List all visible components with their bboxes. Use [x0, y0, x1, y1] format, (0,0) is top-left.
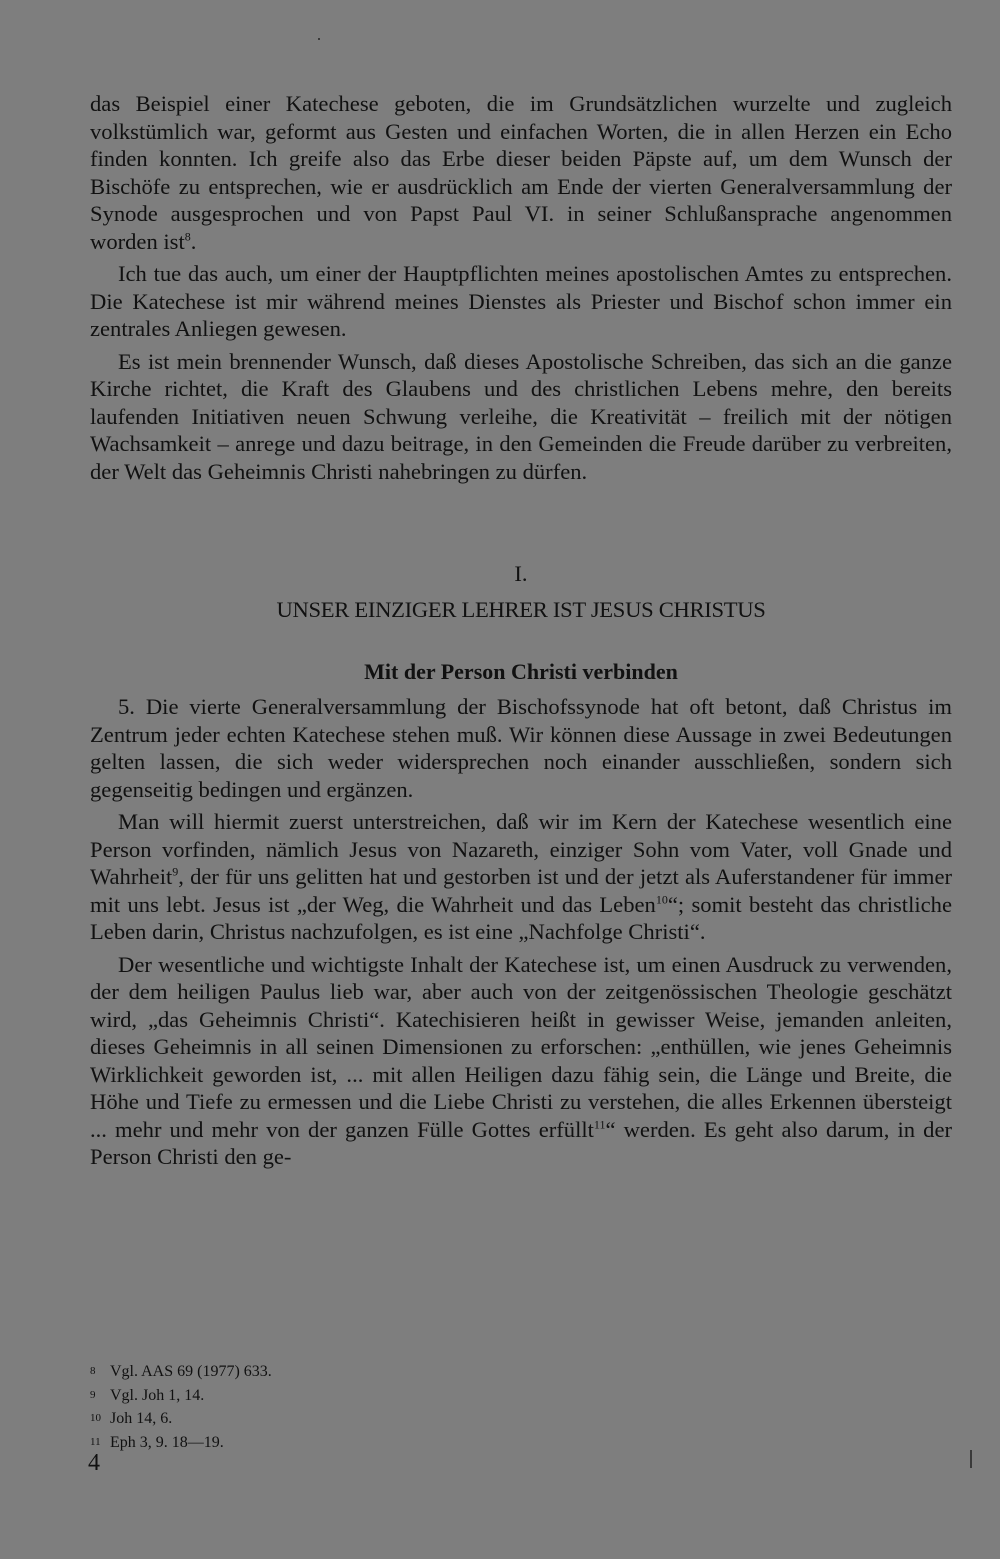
footnote-ref: 9: [172, 864, 179, 879]
paragraph: Ich tue das auch, um einer der Hauptpflichten meines apostolischen Amtes zu entsprechen. Die Katechese ist mir während meines Dienstes als Priester und Bischof schon immer ein zentrales Anliegen gewesen.: [90, 261, 952, 341]
footnotes: [90, 1360, 272, 1454]
footnote: 9 Vgl. Joh 1, 14.: [90, 1386, 205, 1404]
footnote: 11 Eph 3, 9. 18—19.: [90, 1433, 224, 1451]
footnote-ref: 11: [593, 1116, 606, 1131]
scan-mark: [970, 1450, 972, 1468]
footnote: 8 Vgl. AAS 69 (1977) 633.: [90, 1363, 272, 1380]
paragraph: Es ist mein brennender Wunsch, daß dieses Apostolische Schreiben, das sich an die ganze Kirche richtet, die Kraft des Glaubens und des christlichen Lebens mehre, den bereits laufenden Initiativen neuen Schwung verleihe, die Kreativität – freilich mit der nötigen Wachsamkeit – anrege und dazu beitrage, in den Gemeinden die Freude darüber zu verbreiten, der Welt das Geheimnis Christi nahebringen zu dürfen.: [90, 348, 952, 484]
paragraph: das Beispiel einer Katechese geboten, die im Grundsätzlichen wurzelte und zugleich volkstümlich war, geformt aus Gesten und einfachen Worten, die in allen Herzen ein Echo finden konnten. Ich greife also das Erbe dieser beiden Päpste auf, um dem Wunsch der Bischöfe zu entsprechen, wie er ausdrücklich am Ende der vierten Generalversammlung der Synode ausgesprochen und von Papst Paul VI. in seiner Schlußansprache angenommen worden ist$^8$.: [90, 91, 952, 254]
chapter-number: I.: [514, 561, 528, 586]
page-number: 4: [88, 1450, 100, 1476]
footnote: 10 Joh 14, 6.: [90, 1410, 173, 1427]
paragraph: Man will hiermit zuerst unterstreichen, daß wir im Kern der Katechese wesentlich eine Person vorfinden, nämlich Jesus von Nazareth, einziger Sohn vom Vater, voll Gnade und Wahrheit$^9$, der für uns gelitten hat und gestorben ist und der jetzt als Auferstandener für immer mit uns lebt. Jesus ist „der Weg, die Wahrheit und das Leben$^{10}$“; somit besteht das christliche Leben darin, Christus nachzufolgen, es ist eine „Nachfolge Christi“.: [90, 809, 952, 944]
paragraph: Der wesentliche und wichtigste Inhalt der Katechese ist, um einen Ausdruck zu verwenden, der dem heiligen Paulus lieb war, aber auch von der zeitgenössischen Theologie geschätzt wird, „das Geheimnis Christi“. Katechisieren heißt in gewisser Weise, jemanden anleiten, dieses Geheimnis in all seinen Dimensionen zu erforschen: „enthüllen, wie jenes Geheimnis Wirklichkeit geworden ist, ... mit allen Heiligen dazu fähig sein, die Länge und Breite, die Höhe und Tiefe zu ermessen und die Liebe Christi zu verstehen, die alles Erkennen übersteigt ... mehr und mehr von der ganzen Fülle Gottes erfüllt$^{11}$“ werden. Es geht also darum, in der Person Christi den ge-: [90, 951, 952, 1169]
section-heading: Mit der Person Christi verbinden: [364, 659, 678, 684]
page-body: [90, 90, 952, 1176]
paragraph: 5. Die vierte Generalversammlung der Bischofssynode hat oft betont, daß Christus im Zentrum jeder echten Katechese stehen muß. Wir können diese Aussage in zwei Bedeutungen gelten lassen, die sich weder widersprechen noch einander ausschließen, sondern sich gegenseitig bedingen und ergänzen.: [90, 694, 952, 802]
chapter-title: UNSER EINZIGER LEHRER IST JESUS CHRISTUS: [276, 597, 766, 622]
scan-speck: [318, 38, 320, 40]
footnote-ref: 10: [655, 891, 668, 906]
footnote-ref: 8: [184, 228, 191, 243]
